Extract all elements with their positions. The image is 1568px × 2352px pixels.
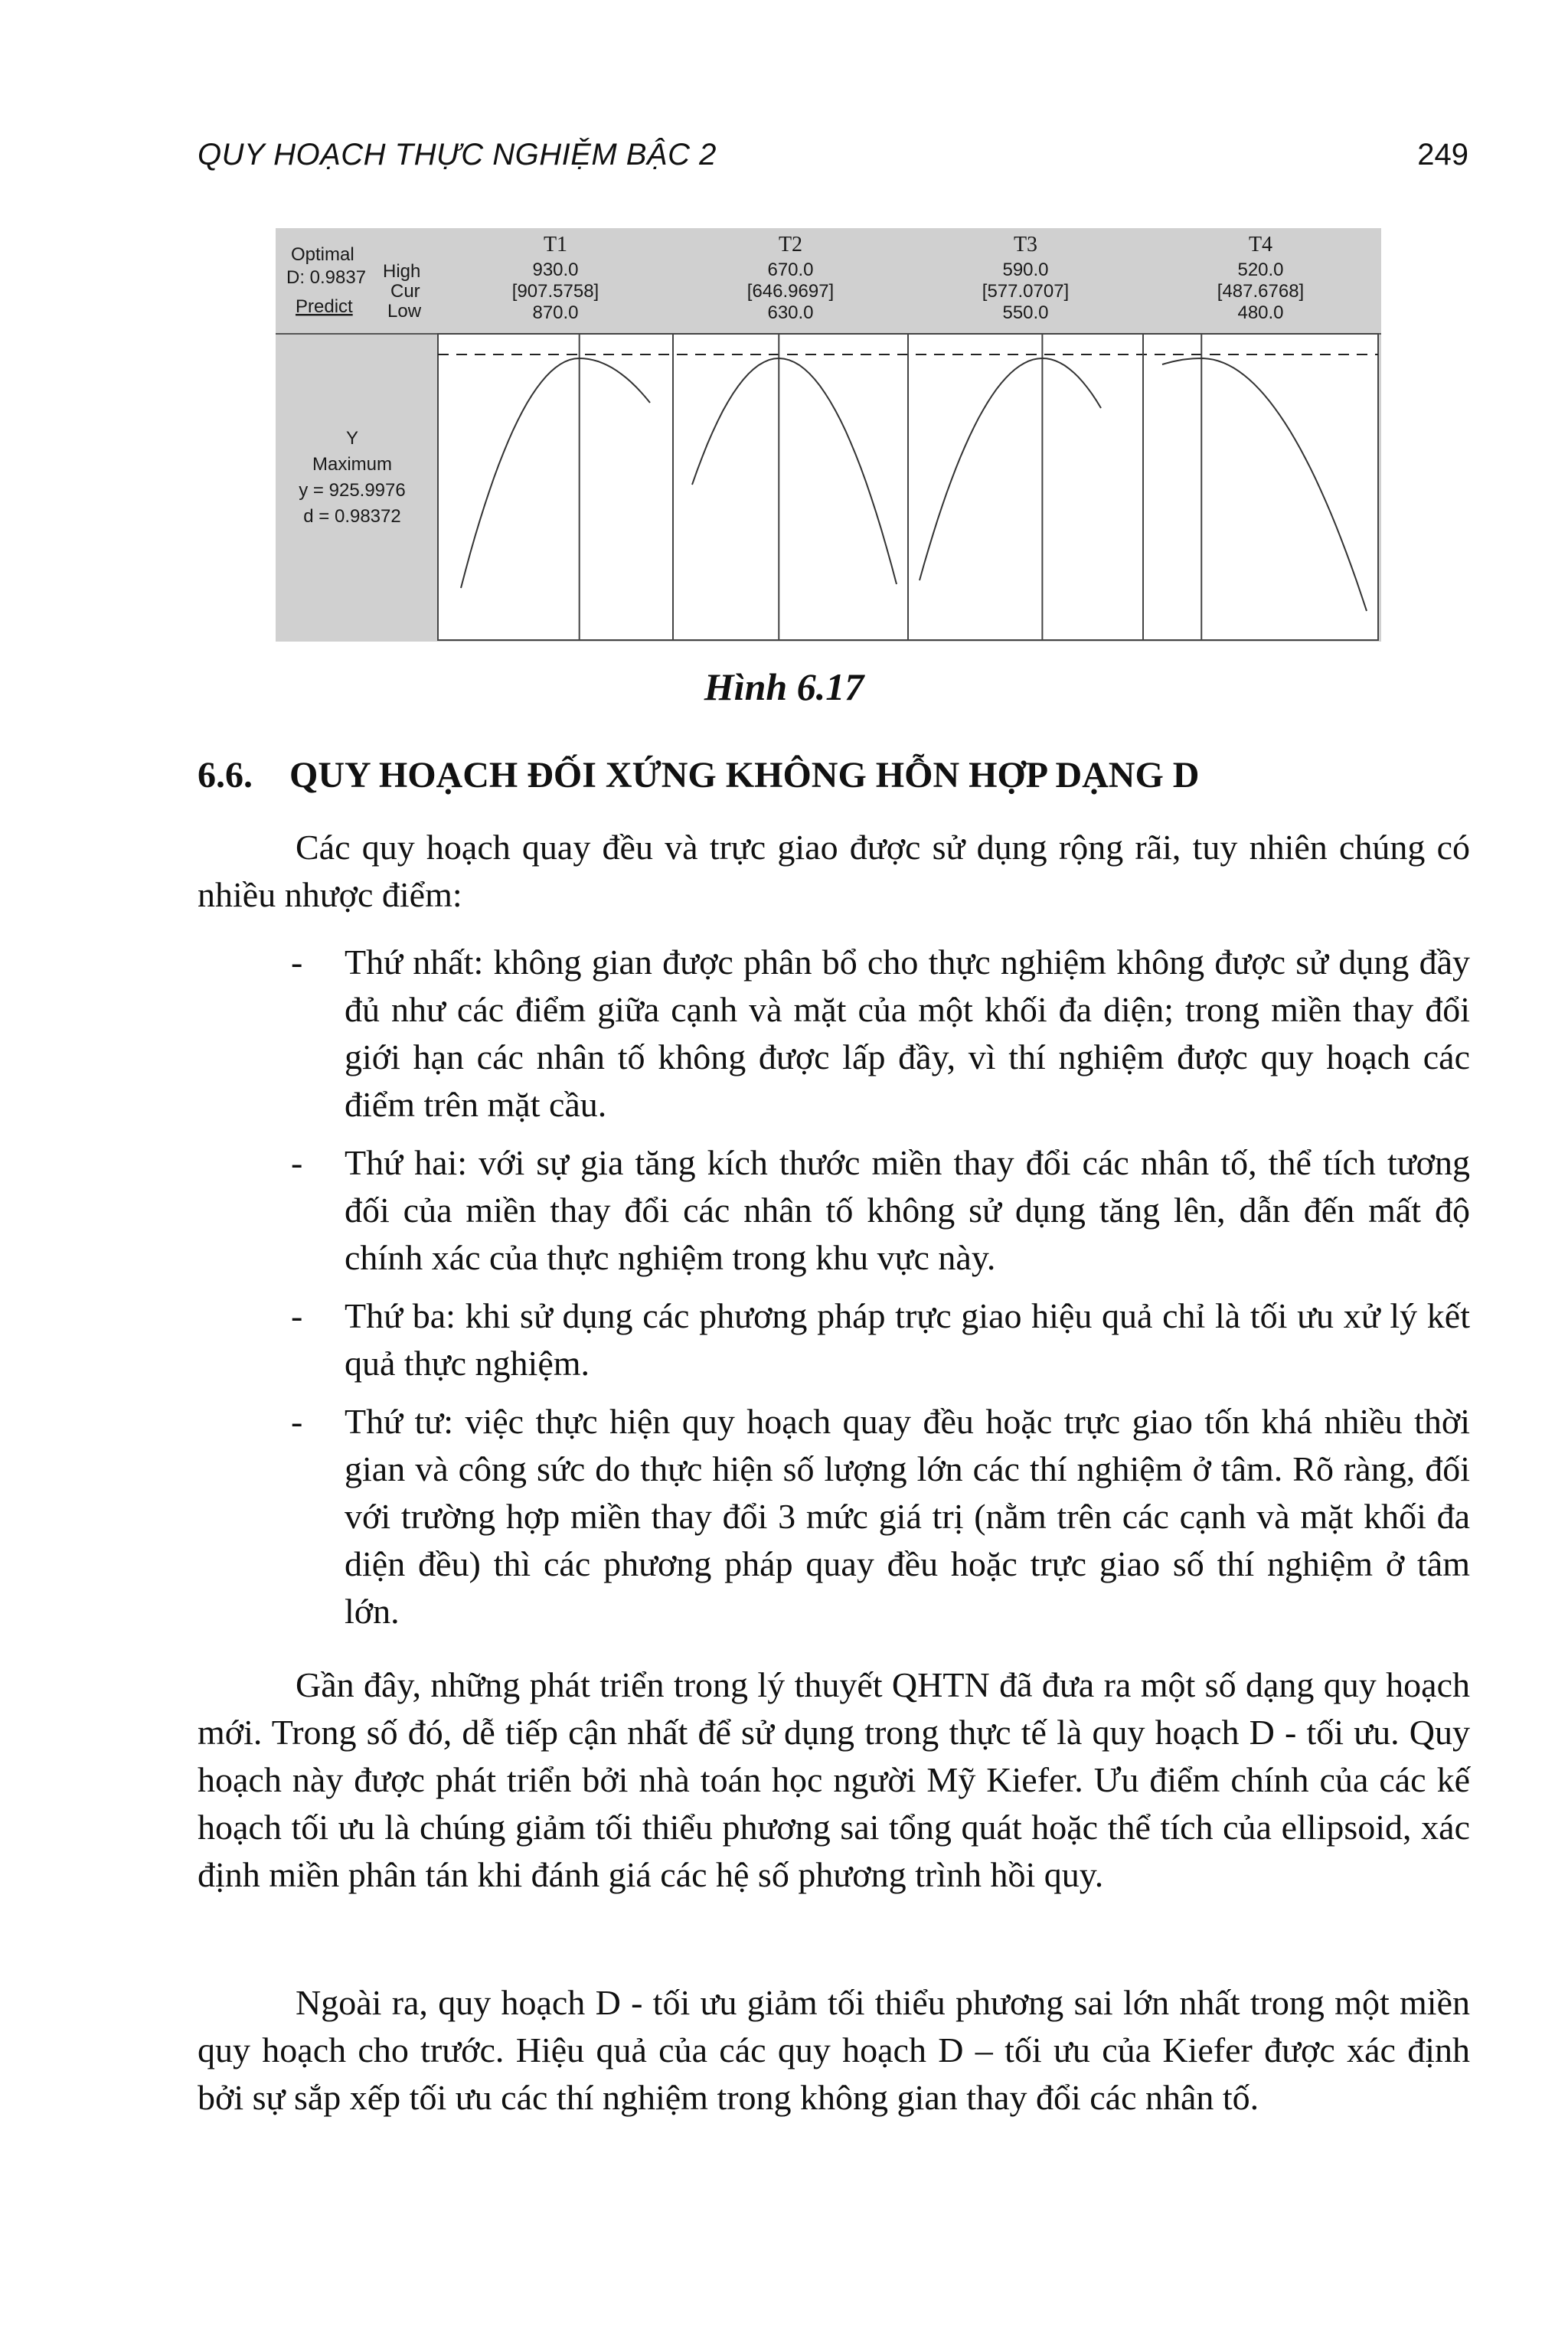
paragraph-intro: Các quy hoạch quay đều và trực giao được sử dụng rộng rãi, tuy nhiên chúng có nhiều nhược điểm:	[198, 828, 1470, 914]
response-label: Y	[345, 428, 359, 449]
list-item	[291, 1398, 1470, 1635]
factor-high-value: 520.0	[1237, 260, 1284, 280]
factor-name: T1	[543, 233, 568, 256]
factor-current-value: [646.9697]	[746, 281, 835, 302]
list-item-text: Thứ hai: với sự gia tăng kích thước miền thay đổi các nhân tố, thể tích tương đối của miền thay đổi các nhân tố không sử dụng tăng lên, dẫn đến mất độ chính xác của thực nghiệm trong khu vực này.	[345, 1143, 1470, 1277]
cur-row-label: Cur	[390, 281, 420, 302]
section-title: QUY HOẠCH ĐỐI XỨNG KHÔNG HỖN HỢP DẠNG D	[289, 755, 1200, 795]
factor-high-value: 590.0	[1002, 260, 1049, 280]
list-dash: -	[291, 1296, 303, 1335]
section-number: 6.6.	[198, 755, 253, 795]
factor-current-value: [487.6768]	[1217, 281, 1305, 302]
list-item	[291, 1139, 1470, 1282]
high-row-label: High	[383, 261, 421, 282]
factor-name: T3	[1013, 233, 1038, 256]
factor-current-value: [577.0707]	[982, 281, 1070, 302]
factor-low-value: 550.0	[1002, 302, 1049, 323]
optimization-plot-figure	[276, 228, 1381, 642]
desirability-value: D: 0.9837	[286, 267, 367, 288]
list-dash: -	[291, 942, 303, 982]
optimization-plot	[276, 228, 1381, 642]
running-header	[198, 138, 1468, 184]
paragraph-recent-developments: Gần đây, những phát triển trong lý thuyết QHTN đã đưa ra một số dạng quy hoạch mới. Trong số đó, dễ tiếp cận nhất để sử dụng trong thực tế là quy hoạch D - tối ưu. Quy hoạch này được phát triển bởi nhà toán học người Mỹ Kiefer. Ưu điểm chính của các kế hoạch tối ưu là chúng giảm tối thiểu phương sai tổng quát hoặc thể tích của ellipsoid, xác định miền phân tán khi đánh giá các hệ số phương trình hồi quy.	[198, 1665, 1470, 1894]
predicted-y-value: y = 925.9976	[299, 480, 406, 501]
list-item	[291, 1292, 1470, 1387]
list-dash: -	[291, 1402, 303, 1441]
list-item-text: Thứ ba: khi sử dụng các phương pháp trực giao hiệu quả chỉ là tối ưu xử lý kết quả thực nghiệm.	[345, 1296, 1470, 1383]
list-item	[291, 939, 1470, 1129]
page-number: 249	[1417, 138, 1468, 172]
factor-current-value: [907.5758]	[511, 281, 599, 302]
list-dash: -	[291, 1143, 303, 1182]
factor-high-value: 670.0	[767, 260, 814, 280]
goal-label: Maximum	[312, 454, 393, 475]
optimal-label: Optimal	[291, 244, 354, 265]
list-item-text: Thứ tư: việc thực hiện quy hoạch quay đều hoặc trực giao tốn khá nhiều thời gian và công sức do thực hiện số lượng lớn các thí nghiệm ở tâm. Rõ ràng, đối với trường hợp miền thay đổi 3 mức giá trị (nằm trên các cạnh và mặt khối đa diện đều) thì các phương pháp quay đều hoặc trực giao số thí nghiệm ở tâm lớn.	[345, 1402, 1470, 1631]
factor-low-value: 630.0	[767, 302, 814, 323]
factor-low-value: 870.0	[532, 302, 579, 323]
running-header-title: QUY HOẠCH THỰC NGHIỆM BẬC 2	[198, 138, 717, 172]
factor-name: T2	[778, 233, 803, 256]
factor-high-value: 930.0	[532, 260, 579, 280]
figure-caption: Hình 6.17	[704, 665, 864, 708]
factor-low-value: 480.0	[1237, 302, 1284, 323]
individual-desirability: d = 0.98372	[303, 506, 401, 527]
predict-link: Predict	[296, 296, 353, 317]
section-heading	[198, 754, 1468, 796]
drawbacks-list	[291, 939, 1470, 1646]
factor-name: T4	[1248, 233, 1273, 256]
list-item-text: Thứ nhất: không gian được phân bổ cho thực nghiệm không được sử dụng đầy đủ như các điểm giữa cạnh và mặt của một khối đa diện; trong miền thay đổi giới hạn các nhân tố không được lấp đầy, vì thí nghiệm được quy hoạch các điểm trên mặt cầu.	[345, 942, 1470, 1124]
low-row-label: Low	[387, 301, 422, 322]
paragraph-kiefer-efficiency: Ngoài ra, quy hoạch D - tối ưu giảm tối thiểu phương sai lớn nhất trong một miền quy hoạch cho trước. Hiệu quả của các quy hoạch D – tối ưu của Kiefer được xác định bởi sự sắp xếp tối ưu các thí nghiệm trong không gian thay đổi các nhân tố.	[198, 1983, 1470, 2117]
